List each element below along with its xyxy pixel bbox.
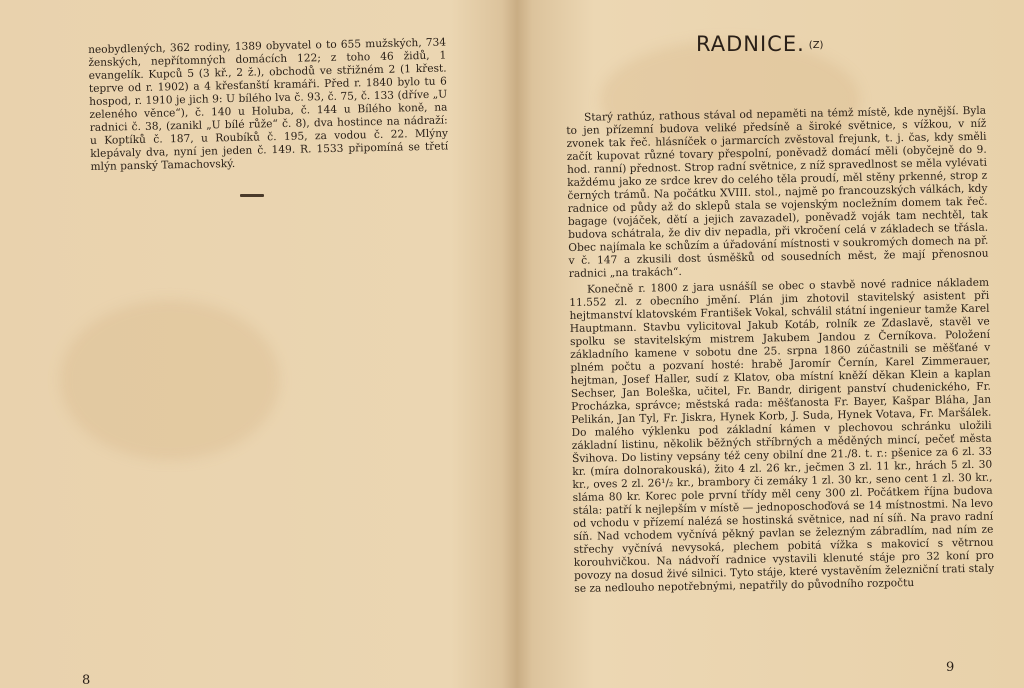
page-number-right: 9 <box>946 660 955 675</box>
section-divider <box>240 194 264 197</box>
chapter-title-text: RADNICE. <box>696 32 805 56</box>
paragraph: neobydlených, 362 rodiny, 1389 obyvatel o to 655 mužských, 734 ženských, nepřítomných domácích 122; z toho 46 židů, 1 evangelík. Kupců 5 (3 kř., 2 ž.), obchodů ve střižném 2 (1 křest. teprve od r. 1902) a 4 křesťanští kramáři. Před r. 1840 bylo tu 6 hospod, r. 1910 je jich 9: U bílého lva č. 93, č. 75, č. 133 (dříve „U zeleného věnce“), č. 140 u Holuba, č. 144 u Bílého koně, na radnici č. 38, (zanikl „U bílé růže“ č. 8), dva hostince na nádraží: u Koptíků č. 187, u Roubíků č. 195, za vodou č. 22. Mlýny klepávaly dva, nyní jen jeden č. 149. R. 1533 připomíná se třetí mlýn panský Tamachovský. <box>88 36 449 173</box>
left-page-text <box>88 37 449 177</box>
left-page <box>0 0 508 688</box>
chapter-title-note: (Z) <box>808 39 824 51</box>
page-number-left: 8 <box>82 673 91 688</box>
right-page-text <box>566 105 994 599</box>
chapter-title <box>696 32 823 56</box>
paragraph: Konečně r. 1800 z jara usnášíl se obec o stavbě nové radnice nákladem 11.552 zl. z obecního jmění. Plán jim zhotovil stavitelský asistent při hejtmanství klatovském František Vokal, schválil státní ingenieur tamže Karel Hauptmann. Stavbu vylicitoval Jakub Kotáb, rolník ze Zdaslavě, stavěl ve spolku se stavitelským mistrem Jakubem Jandou z Černíkova. Položení základního kamene v sobotu dne 25. srpna 1860 zúčastnili se měšťané v plném počtu a pozvaní hosté: hrabě Jaromír Černín, Karel Zimmerauer, hejtman, Josef Haller, sudí z Klatov, oba místní kněží děkan Klein a kaplan Sechser, Jan Boleška, učitel, Fr. Bandr, dirigent panství chudenického, Fr. Procházka, správce; městská rada: měšťanosta Fr. Bayer, Kašpar Bláha, Jan Pelikán, Jan Tyl, Fr. Jiskra, Hynek Korb, J. Suda, Hynek Votava, Fr. Maršálek. Do malého výklenku pod základní kámen v plechovou schránku uložili základní listinu, několik běžných stříbrných a měděných mincí, pečeť města Švihova. Do listiny vepsány též ceny obilní dne 21./8. t. r.: pšenice za 6 zl. 33 kr. (míra dolnorakouská), žito 4 zl. 26 kr., ječmen 3 zl. 11 kr., hrách 5 zl. 30 kr., oves 2 zl. 26¹/₂ kr., brambory či zemáky 1 zl. 30 kr., seno cent 1 zl. 30 kr., sláma 80 kr. Korec pole první třídy měl ceny 300 zl. Počátkem října budova stála: patří k nejlepším v místě — jednoposchoďová se 14 místnostmi. Na levo od vchodu v přízemí nalézá se hostinská světnice, nad ní síň. Na pravo radní síň. Nad vchodem vyčnívá pěkný pavlan se železným zábradlím, nad ním ze střechy vyčnívá nevysoká, plechem pobitá vížka s makovicí s větrnou korouhvičkou. Na nádvoří radnice vystavili klenuté stáje pro 32 koní pro povozy na dosud živé silnici. Tyto stáje, které vystavěním železniční trati staly se za nedlouho nepotřebnými, nepatřily do původního rozpočtu <box>569 276 995 595</box>
right-page <box>516 0 1024 688</box>
paragraph: Starý rathúz, rathous stával od nepaměti na témž místě, kde nynější. Byla to jen přízemní budova veliké předsíně a široké světnice, s vížkou, v níž zvonek tak řeč. hlásníček o jarmarcích zvěstoval frejunk, t. j. čas, kdy směli začít kupovat různé tovary přespolní, poněvadž domácí měli (obyčejně do 9. hod. ranní) přednost. Strop radní světnice, z níž spravedlnost se měla vylévati každému jako ze srdce krev do celého těla proudí, měl stěny prkenné, strop z černých trámů. Na počátku XVIII. stol., najmě po francouzských válkách, kdy radnice od půdy až do sklepů stala se vojenským nocležním domem tak řeč. bagage (vojáček, dětí a jejich zavazadel), poněvadž voják tam nechtěl, tak budova schátrala, že div div nepadla, při vkročení celá v základech se třásla. Obec najímala ke schůzím a úřadování místnosti v soukromých domech na př. v č. 147 a zkusili dost úsměšků od sousedních měst, že mají přenosnou radnici „na trakách“. <box>566 104 989 280</box>
